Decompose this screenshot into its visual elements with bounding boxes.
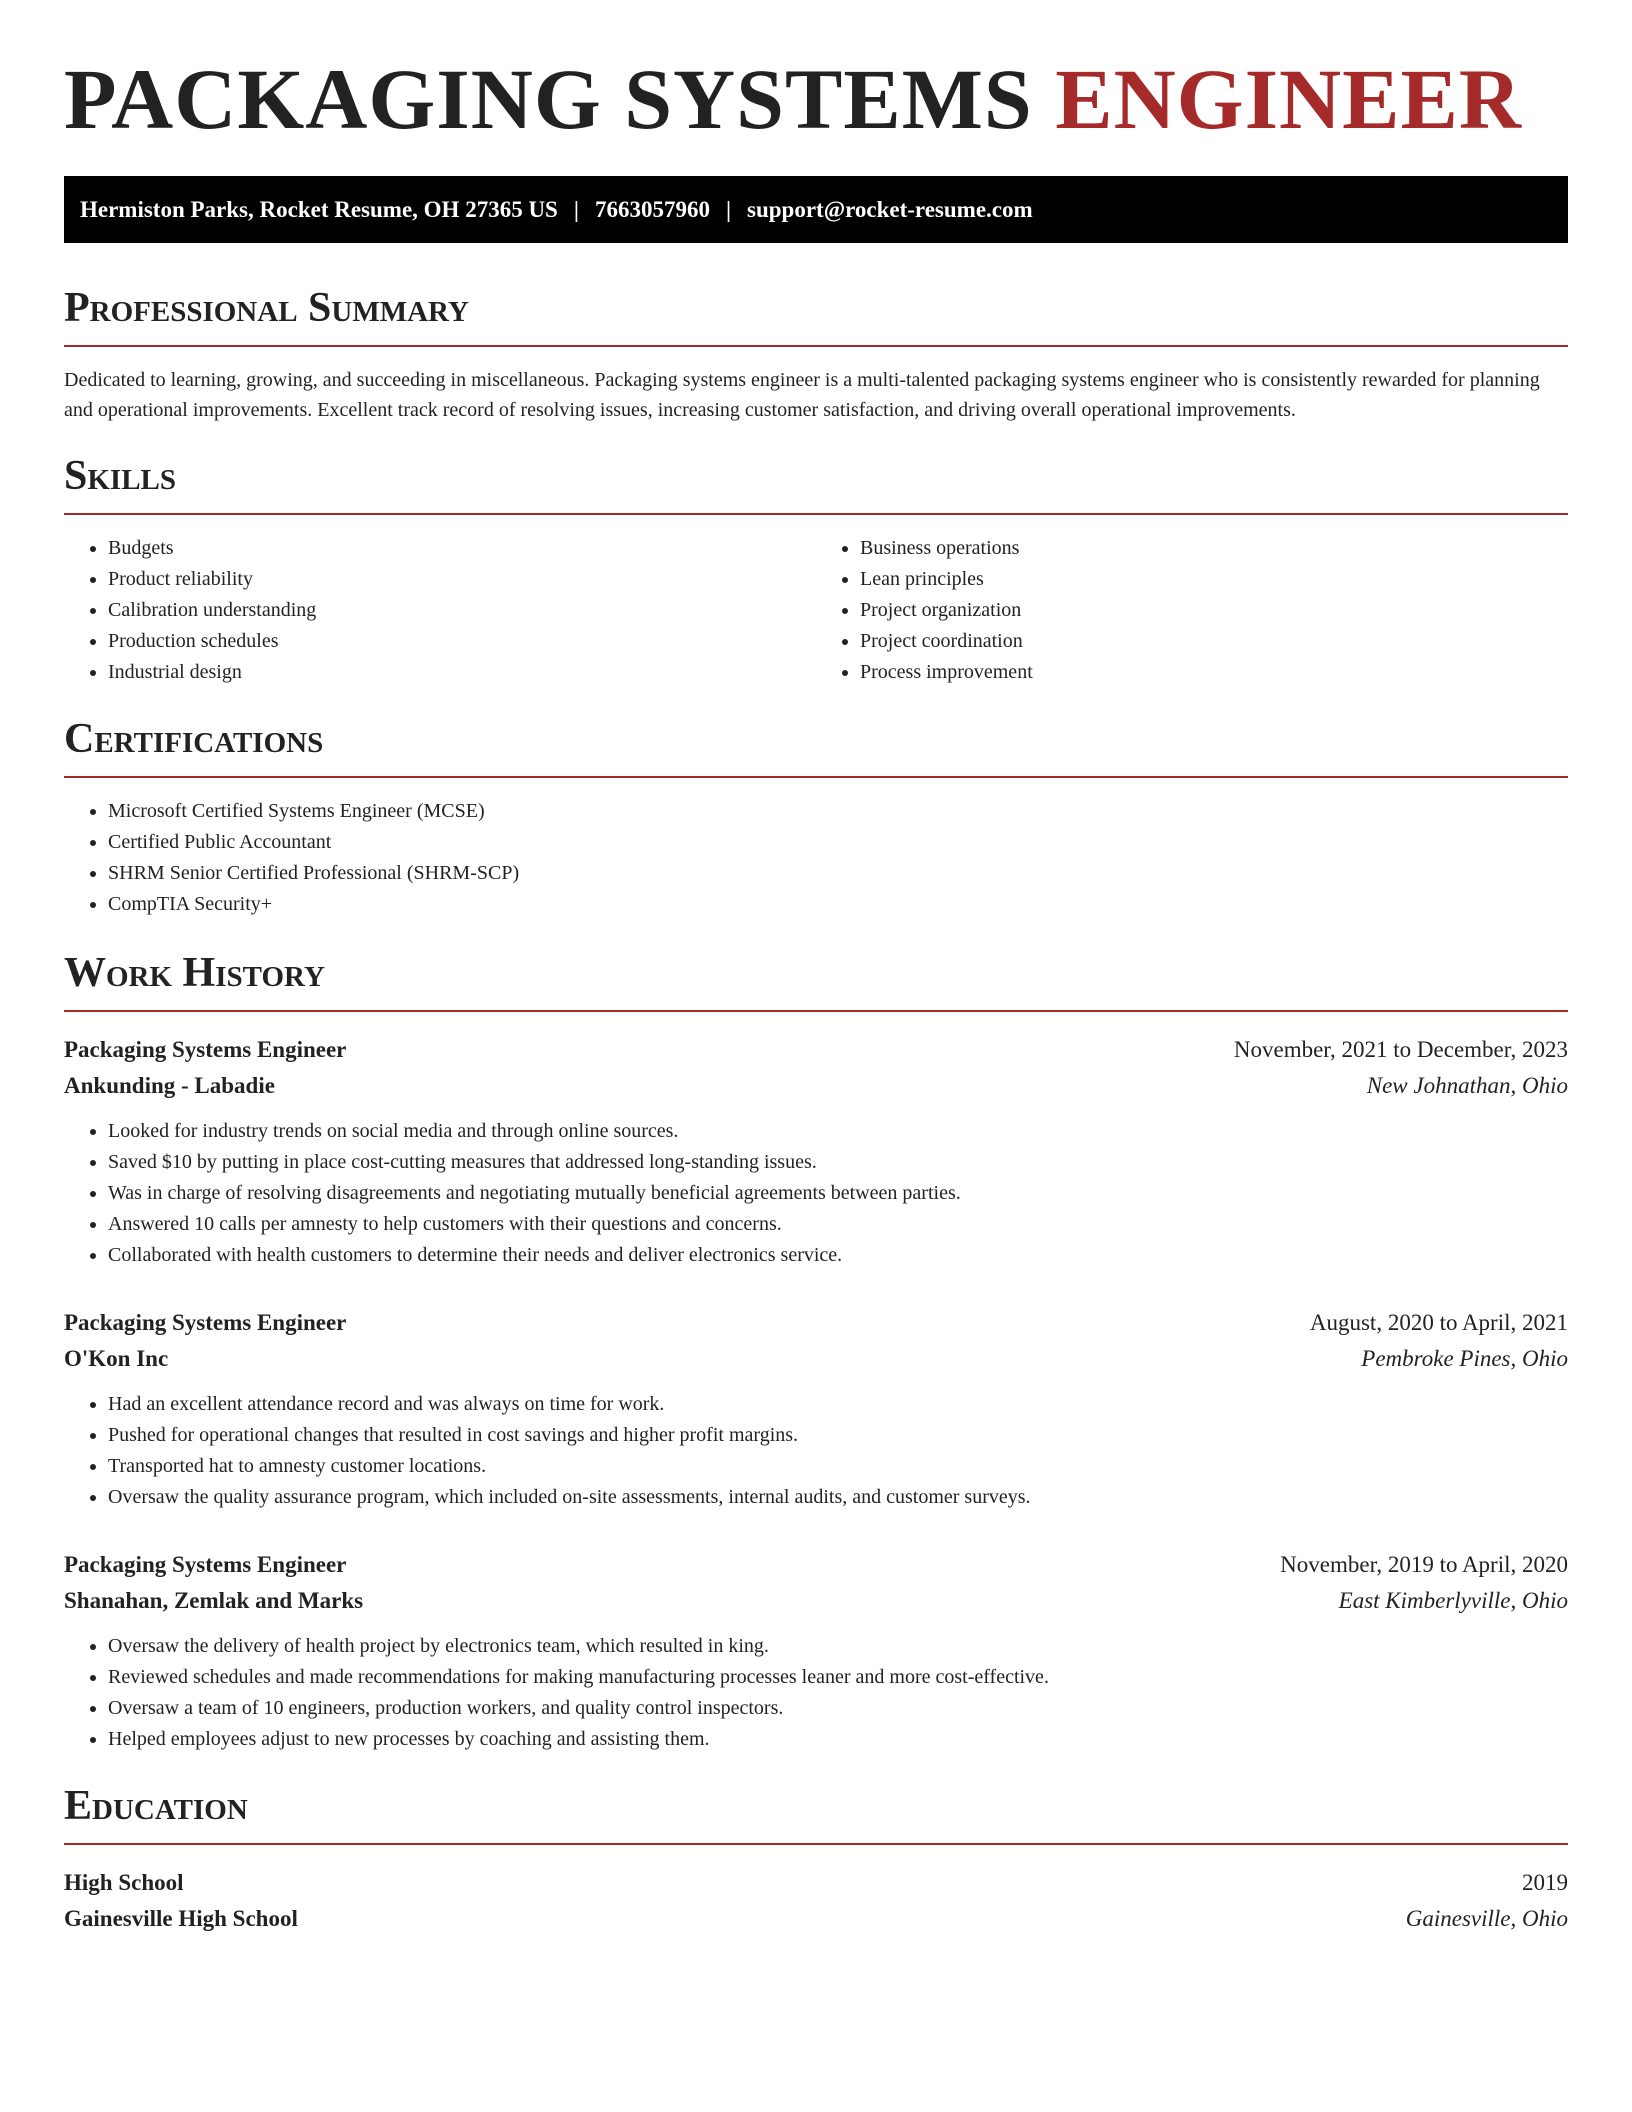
education-year: 2019 [1522, 1870, 1568, 1895]
job-header-row [64, 1305, 1568, 1341]
education-degree: High School [64, 1870, 184, 1895]
skills-section [64, 455, 1568, 688]
job-bullet: • Was in charge of resolving disagreements and negotiating mutually beneficial agreements between parties. [108, 1178, 1568, 1209]
education-school: Gainesville High School [64, 1906, 298, 1931]
skill-item: • Calibration understanding [108, 595, 816, 626]
certification-item: • Microsoft Certified Systems Engineer (MCSE) [108, 796, 1568, 827]
skill-item: • Project organization [860, 595, 1568, 626]
job-dates: August, 2020 to April, 2021 [1309, 1310, 1568, 1335]
job-location: Pembroke Pines, Ohio [1361, 1346, 1568, 1371]
job-company-row [64, 1583, 1568, 1619]
summary-text: Dedicated to learning, growing, and succeeding in miscellaneous. Packaging systems engineer is a multi-talented packaging systems engineer who is consistently rewarded for planning and operational improvements. Excellent track record of resolving issues, increasing customer satisfaction, and driving overall operational improvements. [64, 369, 1540, 421]
job-bullet: • Saved $10 by putting in place cost-cutting measures that addressed long-standing issues. [108, 1147, 1568, 1178]
job-entry [64, 1032, 1568, 1271]
education-section [64, 1785, 1568, 1937]
job-bullet: • Transported hat to amnesty customer locations. [108, 1451, 1568, 1482]
skills-list-left [64, 533, 816, 688]
education-heading: Education [64, 1785, 1568, 1845]
certification-item: • CompTIA Security+ [108, 889, 1568, 920]
job-bullet: • Looked for industry trends on social media and through online sources. [108, 1116, 1568, 1147]
skill-item: • Process improvement [860, 657, 1568, 688]
job-header-row [64, 1547, 1568, 1583]
contact-separator: | [573, 196, 579, 222]
job-bullets [64, 1389, 1568, 1513]
job-company: Ankunding - Labadie [64, 1073, 275, 1098]
certification-item: • Certified Public Accountant [108, 827, 1568, 858]
contact-bar [64, 176, 1568, 243]
education-entry [64, 1865, 1568, 1937]
certifications-heading: Certifications [64, 718, 1568, 778]
job-location: East Kimberlyville, Ohio [1338, 1588, 1568, 1613]
job-bullets [64, 1116, 1568, 1271]
summary-section [64, 287, 1568, 425]
work-history-heading: Work History [64, 952, 1568, 1012]
job-bullet: • Collaborated with health customers to determine their needs and deliver electronics service. [108, 1240, 1568, 1271]
skill-item: • Industrial design [108, 657, 816, 688]
skill-item: • Lean principles [860, 564, 1568, 595]
job-bullet: • Had an excellent attendance record and was always on time for work. [108, 1389, 1568, 1420]
certification-item: • SHRM Senior Certified Professional (SHRM-SCP) [108, 858, 1568, 889]
job-dates: November, 2019 to April, 2020 [1280, 1552, 1568, 1577]
education-school-row [64, 1901, 1568, 1937]
skills-grid [64, 515, 1568, 688]
skill-item: • Product reliability [108, 564, 816, 595]
skills-heading: Skills [64, 455, 1568, 515]
certifications-section [64, 718, 1568, 920]
job-header-row [64, 1032, 1568, 1068]
job-bullet: • Answered 10 calls per amnesty to help customers with their questions and concerns. [108, 1209, 1568, 1240]
skill-item: • Project coordination [860, 626, 1568, 657]
skill-item: • Budgets [108, 533, 816, 564]
contact-address: Hermiston Parks, Rocket Resume, OH 27365 US [80, 196, 558, 222]
education-degree-row [64, 1865, 1568, 1901]
job-dates: November, 2021 to December, 2023 [1233, 1037, 1568, 1062]
work-history-section [64, 952, 1568, 1755]
job-location: New Johnathan, Ohio [1366, 1073, 1568, 1098]
job-bullet: • Oversaw the quality assurance program, which included on-site assessments, internal audits, and customer surveys. [108, 1482, 1568, 1513]
job-company-row [64, 1068, 1568, 1104]
education-location: Gainesville, Ohio [1405, 1906, 1568, 1931]
job-company: Shanahan, Zemlak and Marks [64, 1588, 364, 1613]
job-title: Packaging Systems Engineer [64, 1552, 347, 1577]
skill-item: • Business operations [860, 533, 1568, 564]
job-bullet: • Oversaw a team of 10 engineers, production workers, and quality control inspectors. [108, 1693, 1568, 1724]
job-entry [64, 1305, 1568, 1513]
job-bullet: • Oversaw the delivery of health project by electronics team, which resulted in king. [108, 1631, 1568, 1662]
contact-phone: 7663057960 [594, 196, 710, 222]
job-entry [64, 1547, 1568, 1755]
title-accent: ENGINEER [1055, 51, 1522, 147]
job-bullet: • Reviewed schedules and made recommendations for making manufacturing processes leaner and more cost-effective. [108, 1662, 1568, 1693]
resume-title [64, 51, 1568, 147]
certifications-list [64, 796, 1568, 920]
summary-heading: Professional Summary [64, 287, 1568, 347]
job-bullets [64, 1631, 1568, 1755]
contact-separator: | [725, 196, 732, 222]
skill-item: • Production schedules [108, 626, 816, 657]
job-company-row [64, 1341, 1568, 1377]
job-bullet: • Helped employees adjust to new processes by coaching and assisting them. [108, 1724, 1568, 1755]
job-company: O'Kon Inc [64, 1346, 169, 1371]
skills-list-right [816, 533, 1568, 688]
title-main: PACKAGING SYSTEMS [64, 51, 1033, 147]
contact-email: support@rocket-resume.com [747, 196, 1033, 222]
job-title: Packaging Systems Engineer [64, 1310, 347, 1335]
job-bullet: • Pushed for operational changes that resulted in cost savings and higher profit margins. [108, 1420, 1568, 1451]
job-title: Packaging Systems Engineer [64, 1037, 347, 1062]
